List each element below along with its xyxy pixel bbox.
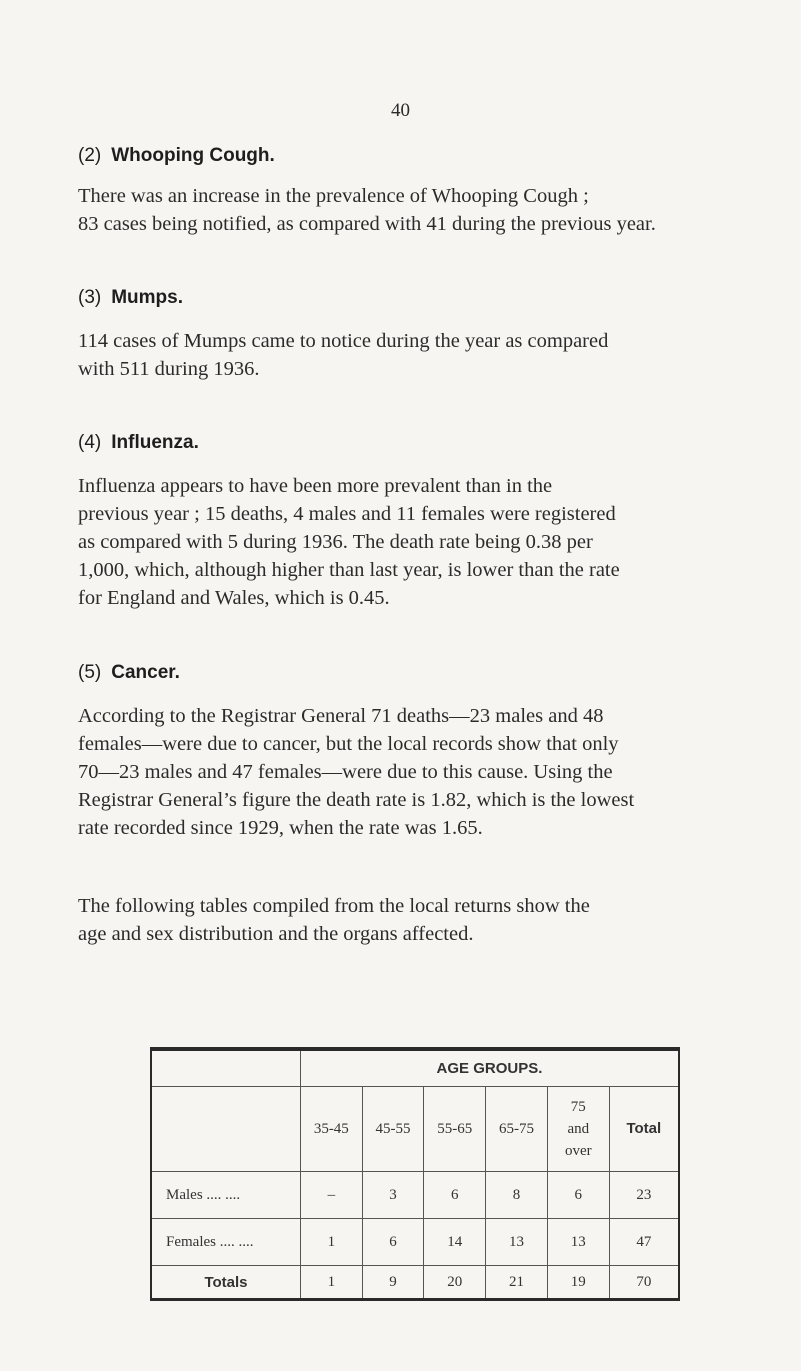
text-line: Influenza appears to have been more prevalent than in the: [78, 475, 553, 497]
paragraph-mumps: [78, 327, 768, 383]
text-line: 70—23 males and 47 females—were due to this cause. Using the: [78, 761, 613, 783]
section-title: Cancer.: [111, 662, 180, 683]
text-line: with 511 during 1936.: [78, 358, 260, 380]
col-header-line: over: [564, 1143, 592, 1159]
heading-mumps: [78, 287, 183, 309]
col-header-line: 75: [570, 1099, 586, 1115]
text-line: According to the Registrar General 71 deaths—23 males and 48: [78, 705, 604, 727]
table-cell: 8: [486, 1172, 548, 1219]
text-line: for England and Wales, which is 0.45.: [78, 587, 390, 609]
blank-header-cell: [151, 1087, 300, 1172]
paragraph-cancer: [78, 702, 768, 842]
table-cell: 19: [547, 1266, 609, 1300]
table-cell: 6: [547, 1172, 609, 1219]
table-row-totals: [151, 1266, 679, 1300]
text-line: previous year ; 15 deaths, 4 males and 11 females were registered: [78, 503, 616, 525]
row-label: Males .... ....: [151, 1172, 300, 1219]
heading-whooping-cough: [78, 145, 275, 167]
totals-label: Totals: [151, 1266, 300, 1300]
table-row-females: [151, 1219, 679, 1266]
table-cell: 70: [609, 1266, 679, 1300]
paragraph-influenza: [78, 472, 768, 612]
heading-cancer: [78, 662, 180, 684]
text-line: rate recorded since 1929, when the rate was 1.65.: [78, 817, 483, 839]
row-label: Females .... ....: [151, 1219, 300, 1266]
col-header-75-and-over: [547, 1087, 609, 1172]
table-grid: [150, 1051, 680, 1301]
table-cell: 9: [362, 1266, 424, 1300]
section-number: (2): [78, 145, 102, 166]
text-line: 1,000, which, although higher than last year, is lower than the rate: [78, 559, 620, 581]
table-row-males: [151, 1172, 679, 1219]
paragraph-whooping-cough: [78, 182, 768, 238]
heading-influenza: [78, 432, 199, 454]
corner-cell: [151, 1051, 300, 1087]
table-cell: 14: [424, 1219, 486, 1266]
section-number: (5): [78, 662, 102, 683]
table-cell: 3: [362, 1172, 424, 1219]
table-cell: 13: [547, 1219, 609, 1266]
col-header: 35-45: [300, 1087, 362, 1172]
table-cell: 21: [486, 1266, 548, 1300]
table-cell: 1: [300, 1266, 362, 1300]
table-cell: 23: [609, 1172, 679, 1219]
col-header: 45-55: [362, 1087, 424, 1172]
text-line: 114 cases of Mumps came to notice during the year as compared: [78, 330, 609, 352]
section-title: Mumps.: [111, 287, 184, 308]
table-cell: 47: [609, 1219, 679, 1266]
table-cell: 1: [300, 1219, 362, 1266]
table-cell: –: [300, 1172, 362, 1219]
col-header-line: and: [567, 1121, 590, 1137]
page-number: 40: [391, 100, 410, 121]
section-title: Influenza.: [111, 432, 199, 453]
col-header: 65-75: [486, 1087, 548, 1172]
text-line: The following tables compiled from the local returns show the: [78, 895, 590, 917]
col-header-total: Total: [609, 1087, 679, 1172]
table-cell: 6: [424, 1172, 486, 1219]
text-line: 83 cases being notified, as compared with 41 during the previous year.: [78, 213, 656, 235]
text-line: females—were due to cancer, but the local records show that only: [78, 733, 619, 755]
col-header: 55-65: [424, 1087, 486, 1172]
table-cell: 20: [424, 1266, 486, 1300]
section-title: Whooping Cough.: [111, 145, 275, 166]
table-cell: 6: [362, 1219, 424, 1266]
text-line: as compared with 5 during 1936. The death rate being 0.38 per: [78, 531, 593, 553]
text-line: age and sex distribution and the organs affected.: [78, 923, 474, 945]
table-cell: 13: [486, 1219, 548, 1266]
text-line: There was an increase in the prevalence of Whooping Cough ;: [78, 185, 589, 207]
age-groups-header: AGE GROUPS.: [300, 1051, 679, 1087]
paragraph-table-intro: [78, 892, 768, 948]
section-number: (4): [78, 432, 102, 453]
text-line: Registrar General’s figure the death rate is 1.82, which is the lowest: [78, 789, 635, 811]
age-groups-table: [150, 1047, 680, 1301]
section-number: (3): [78, 287, 102, 308]
